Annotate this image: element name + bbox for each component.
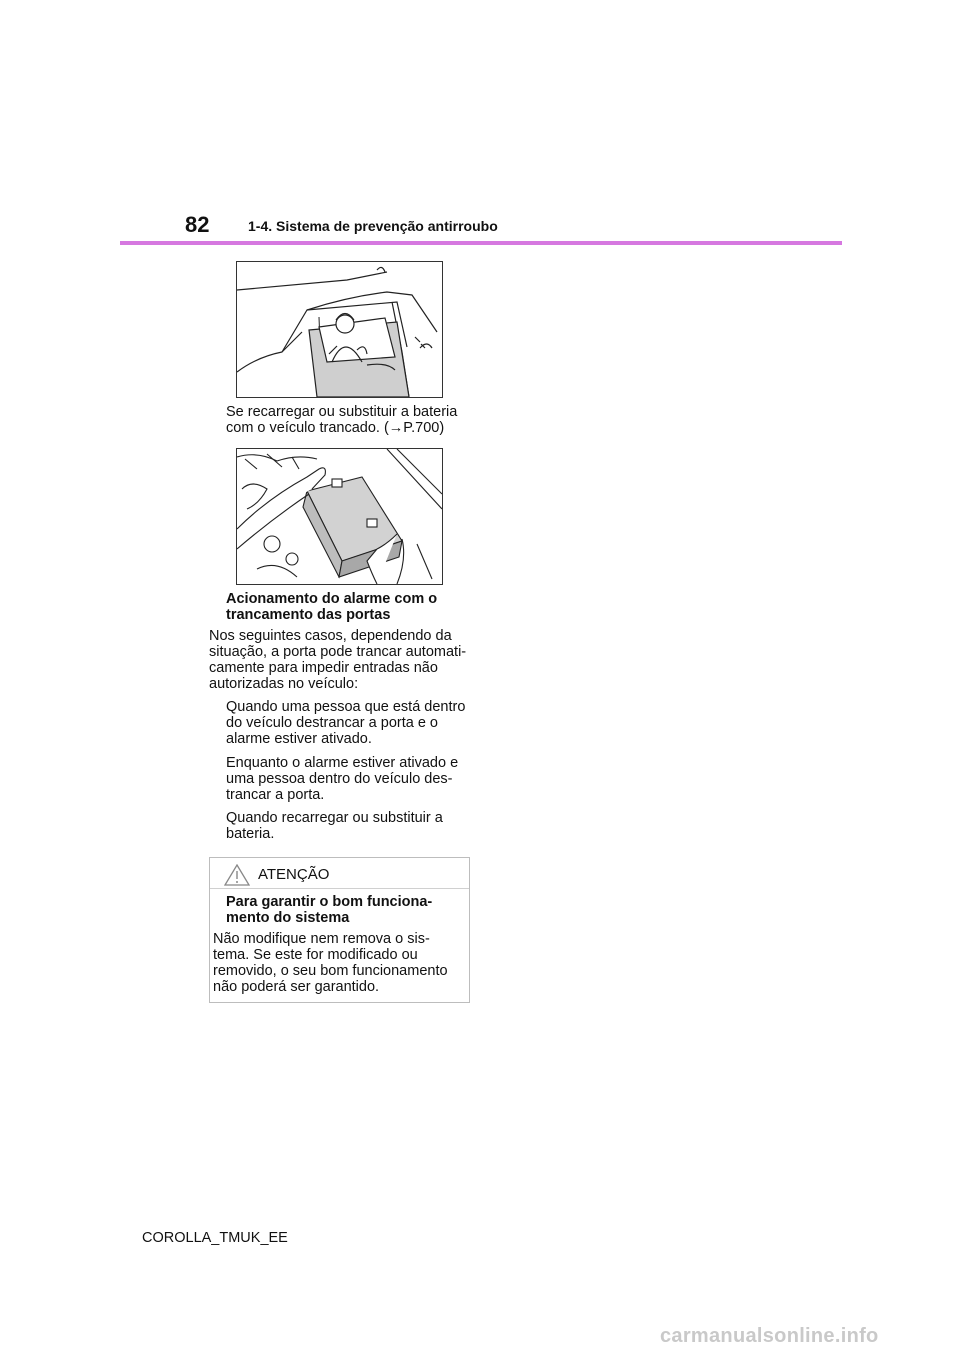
subheading-line: Acionamento do alarme com o bbox=[226, 591, 438, 607]
condition-line: do veículo destrancar a porta e o bbox=[226, 715, 438, 731]
header-divider bbox=[120, 241, 842, 245]
condition-line: Quando uma pessoa que está dentro bbox=[226, 699, 466, 715]
caution-subheading-line: mento do sistema bbox=[226, 910, 350, 926]
watermark: carmanualsonline.info bbox=[660, 1325, 879, 1347]
subheading bbox=[226, 591, 486, 623]
warning-triangle-icon bbox=[224, 864, 250, 891]
condition-line: Quando recarregar ou substituir a bbox=[226, 810, 443, 826]
caution-body-line: removido, o seu bom funcionamento bbox=[213, 963, 448, 979]
page-number: 82 bbox=[185, 212, 210, 237]
paragraph-line: autorizadas no veículo: bbox=[209, 676, 359, 692]
intro-paragraph bbox=[209, 628, 479, 692]
caution-heading: ATENÇÃO bbox=[258, 866, 330, 883]
caution-body-line: não poderá ser garantido. bbox=[213, 979, 380, 995]
caution-subheading-line: Para garantir o bom funciona- bbox=[226, 894, 433, 910]
section-title: 1-4. Sistema de prevenção antirroubo bbox=[248, 218, 498, 234]
document-code: COROLLA_TMUK_EE bbox=[142, 1230, 288, 1246]
caution-body-line: Não modifique nem remova o sis- bbox=[213, 931, 430, 947]
paragraph-line: situação, a porta pode trancar automati- bbox=[209, 644, 467, 660]
illustration-caption bbox=[226, 404, 486, 436]
caption-line: Se recarregar ou substituir a bateria bbox=[226, 404, 458, 420]
condition-line: Enquanto o alarme estiver ativado e bbox=[226, 755, 459, 771]
condition-line: uma pessoa dentro do veículo des- bbox=[226, 771, 453, 787]
subheading-line: trancamento das portas bbox=[226, 607, 391, 623]
illustration-battery bbox=[236, 448, 443, 585]
condition-line: trancar a porta. bbox=[226, 787, 325, 803]
condition-item bbox=[226, 755, 486, 803]
caution-box bbox=[209, 857, 470, 1003]
condition-item bbox=[226, 810, 486, 842]
caption-line: com o veículo trancado. (→P.700) bbox=[226, 420, 445, 436]
paragraph-line: Nos seguintes casos, dependendo da bbox=[209, 628, 452, 644]
condition-line: alarme estiver ativado. bbox=[226, 731, 372, 747]
paragraph-line: camente para impedir entradas não bbox=[209, 660, 438, 676]
caution-subheading bbox=[226, 894, 466, 926]
caution-header bbox=[210, 858, 469, 889]
condition-item bbox=[226, 699, 486, 747]
caution-body bbox=[213, 931, 467, 995]
caution-body-line: tema. Se este for modificado ou bbox=[213, 947, 418, 963]
illustration-car-door bbox=[236, 261, 443, 398]
condition-line: bateria. bbox=[226, 826, 275, 842]
